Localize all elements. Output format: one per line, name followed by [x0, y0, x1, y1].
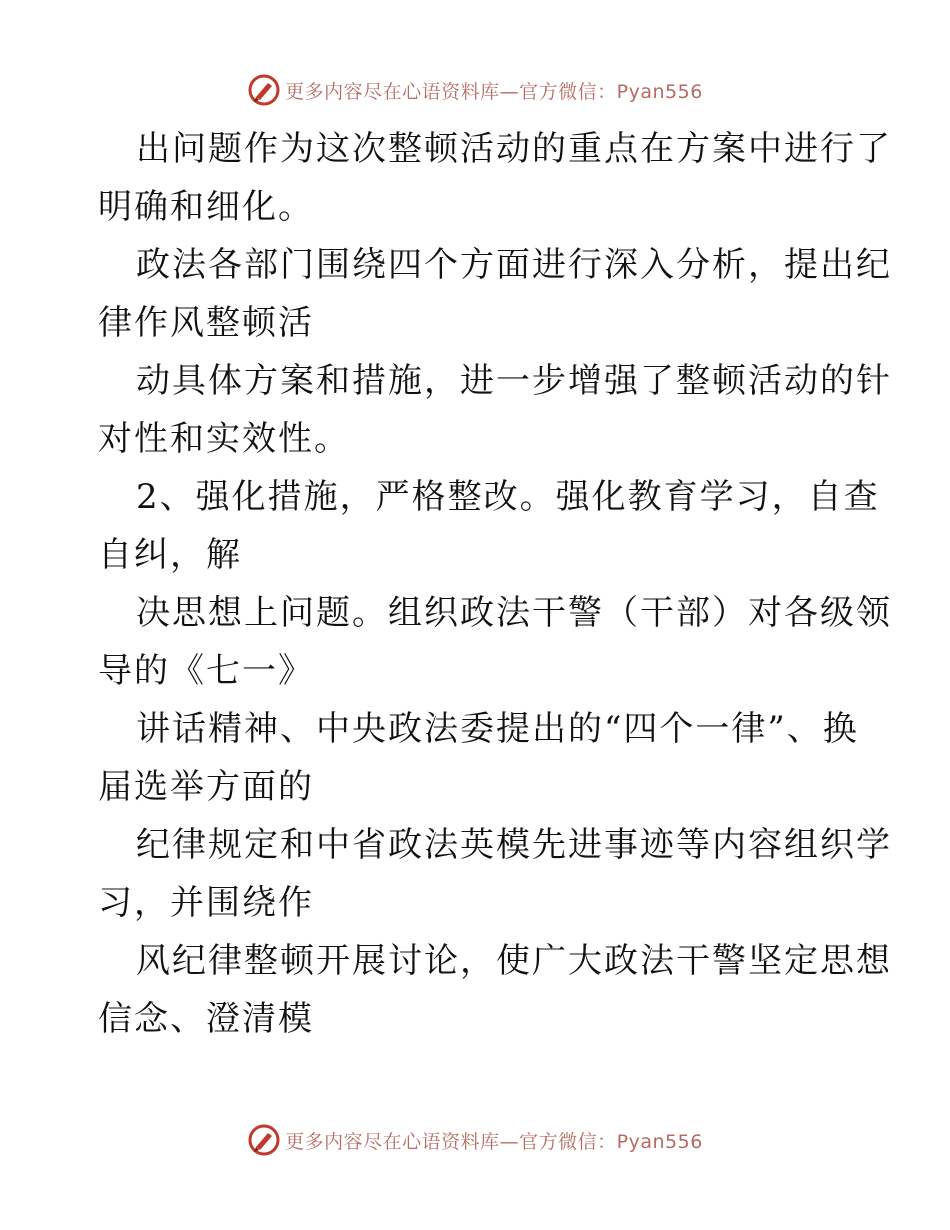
- pen-logo-icon: [247, 73, 281, 107]
- banner-text: 更多内容尽在心语资料库—官方微信：Pyan556: [285, 1130, 703, 1153]
- paragraph: [98, 352, 892, 468]
- paragraph-line: 风纪律整顿开展讨论，使广大政法干警坚定思想: [136, 941, 892, 981]
- paragraph: [98, 816, 892, 932]
- paragraph: [98, 584, 892, 700]
- paragraph-line: 动具体方案和措施，进一步增强了整顿活动的针: [136, 361, 892, 401]
- paragraph-line: 2、强化措施，严格整改。强化教育学习，自查: [136, 477, 880, 517]
- paragraph-line: 信念、澄清模: [98, 999, 314, 1039]
- paragraph-line: 明确和细化。: [98, 187, 314, 227]
- paragraph-line: 决思想上问题。组织政法干警（干部）对各级领: [136, 593, 892, 633]
- paragraph-line: 届选举方面的: [98, 767, 314, 807]
- paragraph-line: 习，并围绕作: [98, 883, 314, 923]
- paragraph: [98, 468, 880, 584]
- paragraph-line: 讲话精神、中央政法委提出的“四个一律”、换: [136, 709, 859, 749]
- paragraph-line: 对性和实效性。: [98, 419, 350, 459]
- paragraph-line: 自纠，解: [98, 535, 242, 575]
- paragraph-line: 律作风整顿活: [98, 303, 314, 343]
- paragraph-line: 纪律规定和中省政法英模先进事迹等内容组织学: [136, 825, 892, 865]
- banner-text: 更多内容尽在心语资料库—官方微信：Pyan556: [285, 80, 703, 103]
- paragraph: [98, 120, 892, 236]
- paragraph-line: 出问题作为这次整顿活动的重点在方案中进行了: [136, 129, 892, 169]
- footer-banner: [0, 1120, 950, 1160]
- paragraph: [98, 236, 892, 352]
- paragraph-line: 政法各部门围绕四个方面进行深入分析，提出纪: [136, 245, 892, 285]
- paragraph: [98, 700, 858, 816]
- document-body: [98, 120, 892, 1048]
- pen-logo-icon: [247, 1123, 281, 1157]
- header-banner: [0, 70, 950, 110]
- paragraph-line: 导的《七一》: [98, 651, 314, 691]
- paragraph: [98, 932, 892, 1048]
